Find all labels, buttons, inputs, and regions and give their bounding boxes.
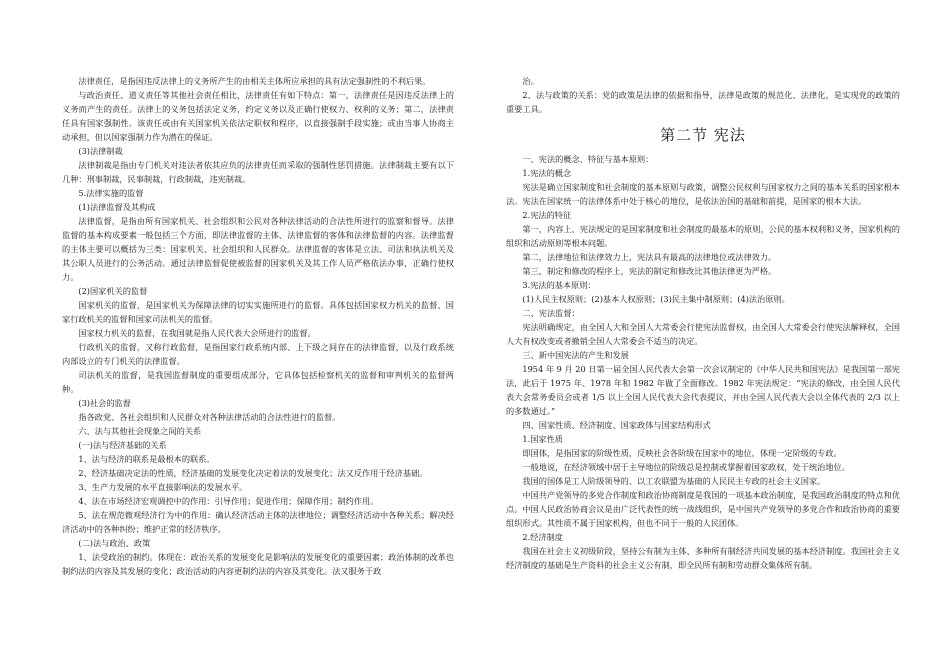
list-item: 3、生产力发展的水平直接影响法的发展水平。 [78,482,248,492]
paragraph: 与政治责任、道义责任等其他社会责任相比，法律责任有如下特点：第一，法律责任是因违反法律上的义务而产生的责任。法律上的义务包括法定义务，约定义务以及正确行使权力、权利的义务；第二，法律责任具有国家强制性。该责任或由有关国家机关依法定职权和程序，以直接强制手段实施；或由当事人协商主动承担，但以国家强制力作为潜在的保证。 [62,90,454,142]
subheading: (2)国家机关的监督 [78,286,148,296]
paragraph: 即国体，是指国家的阶级性质，反映社会各阶级在国家中的地位，体现一定阶级的专政。 [522,448,842,458]
paragraph: 第一，内容上，宪法规定的是国家制度和社会制度的最基本的原则，公民的基本权利和义务，国家机构的组织和活动原则等根本问题。 [506,224,900,248]
subheading: 2.经济制度 [522,532,563,542]
subheading: (1)法律监督及其构成 [78,202,156,212]
subheading: 3.宪法的基本原则： [522,280,596,290]
paragraph: 法律责任，是指因违反法律上的义务所产生的由相关主体所应承担的具有法定强制性的不利后果。 [78,76,431,86]
paragraph: (1)人民主权原则；(2)基本人权原则；(3)民主集中制原则；(4)法治原则。 [522,294,790,304]
list-item: 1、法受政治的制约。体现在：政治关系的发展变化是影响法的发展变化的重要因素；政治体制的改革也制约法的内容及其发展的变化；政治活动的内容更制约法的内容及其变化。法又服务于政 [62,552,454,576]
paragraph: 宪法是确立国家制度和社会制度的基本原则与政策，调整公民权利与国家权力之间的基本关系的国家根本法。宪法在国家统一的法律体系中处于核心的地位，是依法治国的基础和前提，是国家的根本大法。 [506,182,900,206]
section-heading: 二、宪法监督： [522,308,580,318]
paragraph: 第二，法律地位和法律效力上，宪法具有最高的法律地位或法律效力。 [522,252,777,262]
list-item: 5、法在规范微观经济行为中的作用：确认经济活动主体的法律地位；调整经济活动中各种关系；解决经济活动中的各种纠纷；维护正常的经济秩序。 [62,510,454,534]
paragraph: 行政机关的监督，又称行政监督，是指国家行政系统内部、上下级之间存在的法律监督，以及行政系统内部设立的专门机关的法律监督。 [62,342,454,366]
paragraph: 我国在社会主义初级阶段，坚持公有制为主体、多种所有制经济共同发展的基本经济制度。我国社会主义经济制度的基础是生产资料的社会主义公有制，即全民所有制和劳动群众集体所有制。 [506,546,900,570]
section-heading: 六、法与其他社会现象之间的关系 [78,426,202,436]
paragraph: 我国的国体是工人阶级领导的、以工农联盟为基础的人民民主专政的社会主义国家。 [522,476,826,486]
paragraph: 中国共产党领导的多党合作制度和政治协商制度是我国的一项基本政治制度，是我国政治制度的特点和优点。中国人民政治协商会议是由广泛代表性的统一战线组织，是中国共产党领导的多党合作和政治协商的重要组织形式。其性质不属于国家机构，但也不同于一般的人民团体。 [506,490,900,528]
paragraph: 指各政党、各社会组织和人民群众对各种法律活动的合法性进行的监督。 [78,412,341,422]
list-item: 1、法与经济的联系是最根本的联系。 [78,454,215,464]
paragraph: 1954 年 9 月 20 日第一届全国人民代表大会第一次会议制定的《中华人民共和国宪法》是我国第一部宪法，此后于 1975 年、1978 年和 1982 年做了全面修改。1982 年宪法规定：“宪法的修改，由全国人民代表大会常务委员会或者 1/5 以上全国人民代表大会代表提议，并由全国人民代表大会以全体代表的 2/3 以上的多数通过。” [506,364,900,416]
paragraph: 第三，制定和修改的程序上，宪法的制定和修改比其他法律更为严格。 [522,266,777,276]
paragraph: 宪法明确规定，由全国人大和全国人大常委会行使宪法监督权，由全国人大常委会行使宪法解释权，全国人大有权改变或者撤销全国人大常委会不适当的决定。 [506,322,900,346]
list-item: 4、法在市场经济宏观调控中的作用：引导作用；促进作用；保障作用；制约作用。 [78,496,379,506]
paragraph: 国家权力机关的监督，在我国就是指人民代表大会所进行的监督。 [78,328,316,338]
subheading: (二)法与政治、政策 [78,538,151,548]
subheading: 2.宪法的特征 [522,210,572,220]
section-heading: 三、新中国宪法的产生和发展 [522,350,629,360]
paragraph: 法律制裁是指由专门机关对违法者依其应负的法律责任而采取的强制性惩罚措施。法律制裁主要有以下几种：刑事制裁，民事制裁，行政制裁，违宪制裁。 [62,160,454,184]
paragraph-continued: 治。 [522,76,539,86]
subheading: 1.宪法的概念 [522,168,572,178]
list-item: 2、经济基础决定法的性质，经济基础的发展变化决定着法的发展变化；法又反作用于经济基础。 [78,468,428,478]
subheading: (3)法律制裁 [78,146,123,156]
paragraph: 司法机关的监督，是我国监督制度的重要组成部分，它具体包括检察机关的监督和审判机关的监督两种。 [62,370,454,394]
subheading: (一)法与经济基础的关系 [78,440,167,450]
subheading: 1.国家性质 [522,434,563,444]
section-heading: 一、宪法的概念、特征与基本原则： [522,154,654,164]
list-item: 2、法与政策的关系：党的政策是法律的依据和指导，法律是政策的规范化、法律化，是实现党的政策的重要工具。 [506,90,900,114]
paragraph: 国家机关的监督，是国家机关为保障法律的切实实施所进行的监督。具体包括国家权力机关的监督、国家行政机关的监督和国家司法机关的监督。 [62,300,454,324]
subheading: 5.法律实施的监督 [78,188,144,198]
right-column [506,74,900,572]
section-heading: 四、国家性质、经济制度、国家政体与国家结构形式 [522,420,711,430]
paragraph: 一般地说，在经济领域中居于主导地位的阶级总是控制或掌握着国家政权，处于统治地位。 [522,462,850,472]
left-column [62,74,454,578]
section-title: 第二节 宪法 [660,126,746,144]
subheading: (3)社会的监督 [78,398,131,408]
paragraph: 法律监督，是指由所有国家机关、社会组织和公民对各种法律活动的合法性所进行的监察和督导。法律监督的基本构成要素一般包括三个方面，即法律监督的主体、法律监督的客体和法律监督的内容。法律监督的主体主要可以概括为三类：国家机关、社会组织和人民群众。法律监督的客体是立法、司法和执法机关及其公职人员进行的公务活动。通过法律监督促使被监督的国家机关及其工作人员严格依法办事，正确行使权力。 [62,216,454,282]
